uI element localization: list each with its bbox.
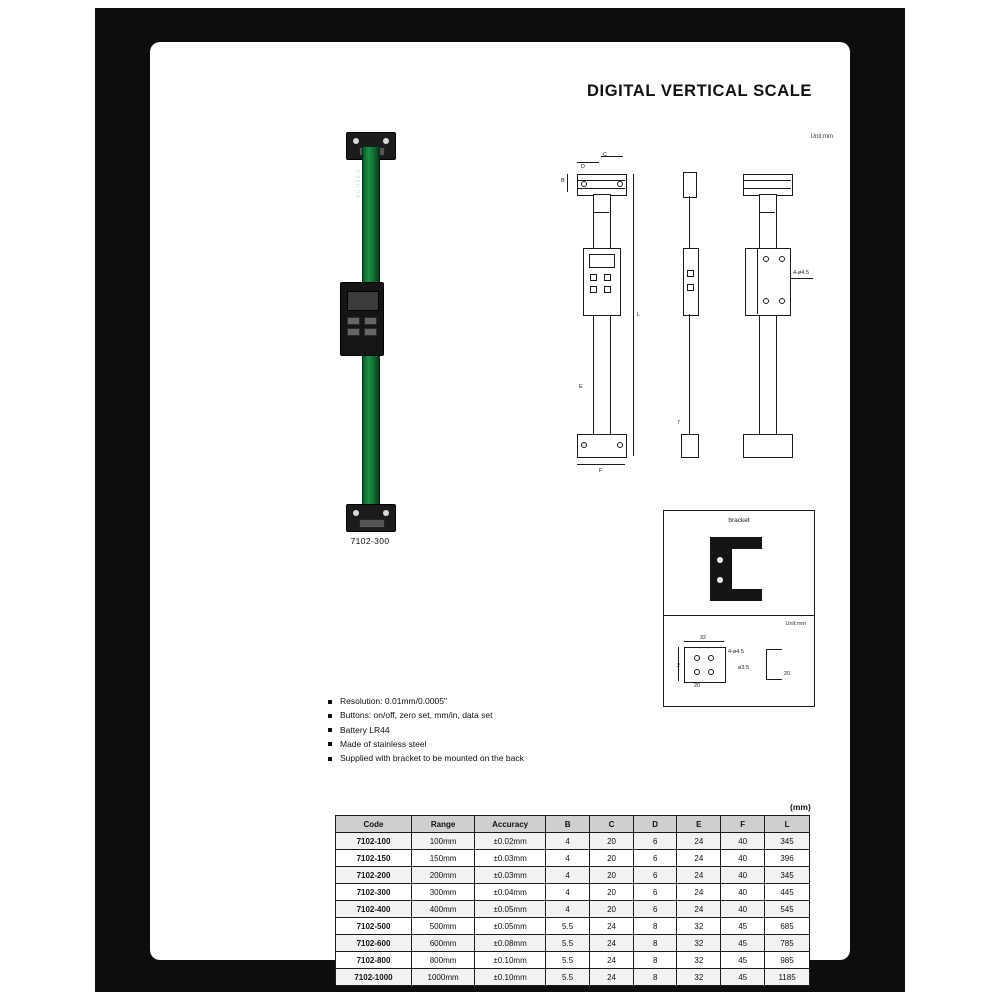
cell-accuracy: ±0.08mm [475,935,546,952]
cell-l: 345 [765,833,810,850]
table-row [336,952,810,969]
hole-icon [708,669,714,675]
bracket-bottom-arm [732,589,762,601]
table-row [336,833,810,850]
digital-readout-head [340,282,384,356]
bracket-side-outline [766,649,767,679]
dim-label-e: E [579,384,583,390]
bracket-caption: bracket [728,517,750,524]
hole-icon [708,655,714,661]
bracket-front-outline [684,647,726,683]
feature-item: Resolution: 0.01mm/0.0005" [328,697,658,707]
cell-accuracy: ±0.05mm [475,918,546,935]
cell-accuracy: ±0.04mm [475,884,546,901]
cell-b: 4 [546,850,590,867]
cell-c: 20 [590,867,634,884]
cell-c: 20 [590,850,634,867]
cell-code: 7102-1000 [336,969,412,986]
hole-icon [617,442,623,448]
cell-range: 400mm [411,901,474,918]
drawing-front-view [559,152,655,502]
side-readout-outline [683,248,699,316]
power-button-icon [347,317,360,325]
cell-b: 5.5 [546,918,590,935]
cell-code: 7102-100 [336,833,412,850]
outline-line [757,248,758,314]
cell-l: 445 [765,884,810,901]
feature-item: Buttons: on/off, zero set, mm/in, data set [328,711,658,721]
table-row [336,867,810,884]
bracket-detail-panel [663,510,815,707]
unit-button-icon [347,328,360,336]
bracket-dim-2: 2 [677,663,681,669]
bracket-dim-32: 32 [700,635,707,641]
cell-b: 4 [546,901,590,918]
cell-b: 4 [546,833,590,850]
dimension-line [577,162,599,163]
hole-icon [779,298,785,304]
cell-code: 7102-300 [336,884,412,901]
button-outline [590,286,597,293]
cell-d: 6 [633,850,676,867]
button-outline [604,274,611,281]
cell-e: 32 [677,952,721,969]
cell-f: 45 [721,935,765,952]
cell-e: 24 [677,884,721,901]
col-header-f: F [721,816,765,833]
col-header-range: Range [411,816,474,833]
cell-range: 1000mm [411,969,474,986]
feature-item: Made of stainless steel [328,740,658,750]
mount-hole-icon [383,510,389,516]
cell-l: 545 [765,901,810,918]
cell-accuracy: ±0.10mm [475,969,546,986]
col-header-d: D [633,816,676,833]
cell-c: 24 [590,935,634,952]
outline-line [743,180,791,181]
hole-icon [581,181,587,187]
table-row [336,918,810,935]
features-list [328,697,658,768]
hole-icon [694,669,700,675]
dim-label-holes: 4-ø4.5 [793,270,809,276]
bracket-dim-20b: 20 [784,671,791,677]
break-line [759,212,775,213]
col-header-e: E [677,816,721,833]
cell-f: 45 [721,918,765,935]
bracket-photo [710,537,762,601]
drawing-rear-view [731,152,827,502]
col-header-l: L [765,816,810,833]
cell-f: 40 [721,867,765,884]
top-bracket-outline [743,174,793,196]
side-top-outline [683,172,697,198]
drawing-side-view [669,152,719,502]
product-code-caption: 7102-300 [350,536,390,546]
button-outline [590,274,597,281]
mount-hole-icon [383,138,389,144]
button-outline [687,284,694,291]
bracket-hole-icon [717,557,723,563]
table-row [336,884,810,901]
feature-item: Battery LR44 [328,726,658,736]
cell-b: 4 [546,884,590,901]
outline-line [689,314,690,434]
outline-line [689,196,690,248]
dimension-line [684,641,724,642]
cell-f: 45 [721,952,765,969]
cell-code: 7102-400 [336,901,412,918]
dimension-line [567,174,568,192]
bracket-back-plate [710,537,732,601]
cell-l: 396 [765,850,810,867]
bracket-drawing [678,635,800,695]
table-header-row [336,816,810,833]
button-outline [604,286,611,293]
hole-icon [581,442,587,448]
outline-line [743,188,791,189]
zero-button-icon [364,317,377,325]
cell-c: 20 [590,833,634,850]
table-unit-label: (mm) [790,802,811,812]
dim-label-l: L [637,312,641,318]
cell-range: 300mm [411,884,474,901]
catalog-sheet [150,42,850,982]
hole-icon [763,256,769,262]
cell-code: 7102-150 [336,850,412,867]
cell-f: 40 [721,901,765,918]
dim-label-7: 7 [677,420,681,426]
leader-line [791,278,813,279]
cell-l: 345 [765,867,810,884]
cell-d: 6 [633,884,676,901]
outline-line [577,188,625,189]
cell-l: 685 [765,918,810,935]
bracket-top-arm [732,537,762,549]
col-header-accuracy: Accuracy [475,816,546,833]
feature-item: Supplied with bracket to be mounted on the back [328,754,658,764]
cell-code: 7102-800 [336,952,412,969]
side-bottom-outline [681,434,699,458]
cell-d: 8 [633,935,676,952]
mount-hole-icon [353,138,359,144]
cell-f: 40 [721,833,765,850]
cell-f: 40 [721,884,765,901]
cell-l: 985 [765,952,810,969]
cell-range: 800mm [411,952,474,969]
cell-e: 24 [677,833,721,850]
cell-d: 6 [633,901,676,918]
col-header-code: Code [336,816,412,833]
bracket-unit-note: Unit:mm [785,621,806,627]
cell-accuracy: ±0.03mm [475,850,546,867]
dimension-line [577,464,625,465]
dim-label-f: F [599,468,603,474]
lcd-display [347,291,379,311]
cell-d: 6 [633,833,676,850]
cell-range: 100mm [411,833,474,850]
cell-c: 24 [590,969,634,986]
cell-e: 32 [677,969,721,986]
specification-table [335,815,810,986]
hole-icon [617,181,623,187]
cell-accuracy: ±0.03mm [475,867,546,884]
dim-label-b: B [561,178,565,184]
cell-range: 150mm [411,850,474,867]
button-outline [687,270,694,277]
cell-l: 1185 [765,969,810,986]
clamp-slot [359,519,385,528]
cell-e: 24 [677,850,721,867]
table-row [336,901,810,918]
bottom-bracket-outline [743,434,793,458]
cell-c: 24 [590,918,634,935]
bracket-dim-d35: ø3.5 [738,665,750,671]
table-row [336,969,810,986]
cell-d: 8 [633,952,676,969]
cell-range: 500mm [411,918,474,935]
cell-code: 7102-500 [336,918,412,935]
bracket-side-outline [766,679,782,680]
col-header-c: C [590,816,634,833]
bracket-hole-icon [717,577,723,583]
hole-icon [763,298,769,304]
dim-label-c: C [603,152,607,158]
col-header-b: B [546,816,590,833]
data-button-icon [364,328,377,336]
hole-icon [694,655,700,661]
cell-c: 20 [590,884,634,901]
bracket-dim-holes: 4-ø4.5 [728,649,744,655]
page-title: DIGITAL VERTICAL SCALE [587,82,812,100]
table-row [336,850,810,867]
cell-range: 600mm [411,935,474,952]
break-line [593,212,609,213]
cell-code: 7102-200 [336,867,412,884]
bracket-side-outline [766,649,782,650]
cell-b: 5.5 [546,952,590,969]
panel-divider [664,615,814,616]
technical-drawings [545,130,845,520]
cell-e: 32 [677,918,721,935]
button-cluster [347,317,377,347]
cell-b: 5.5 [546,969,590,986]
cell-d: 8 [633,918,676,935]
hole-icon [779,256,785,262]
cell-c: 24 [590,952,634,969]
cell-code: 7102-600 [336,935,412,952]
cell-f: 40 [721,850,765,867]
cell-d: 6 [633,867,676,884]
cell-accuracy: ±0.05mm [475,901,546,918]
unit-note: Unit:mm [810,134,833,140]
display-outline [589,254,615,268]
cell-accuracy: ±0.10mm [475,952,546,969]
dimension-line [633,174,634,456]
cell-b: 5.5 [546,935,590,952]
cell-accuracy: ±0.02mm [475,833,546,850]
mount-hole-icon [353,510,359,516]
dim-label-d: D [581,164,585,170]
cell-l: 785 [765,935,810,952]
cell-f: 45 [721,969,765,986]
cell-e: 24 [677,901,721,918]
cell-e: 24 [677,867,721,884]
brand-mark: VERTEX [356,168,362,198]
cell-c: 20 [590,901,634,918]
table-row [336,935,810,952]
cell-e: 32 [677,935,721,952]
product-photo [310,132,430,546]
cell-range: 200mm [411,867,474,884]
bottom-mount-bracket [346,504,396,532]
bracket-dim-20a: 20 [694,683,701,689]
cell-d: 8 [633,969,676,986]
cell-b: 4 [546,867,590,884]
